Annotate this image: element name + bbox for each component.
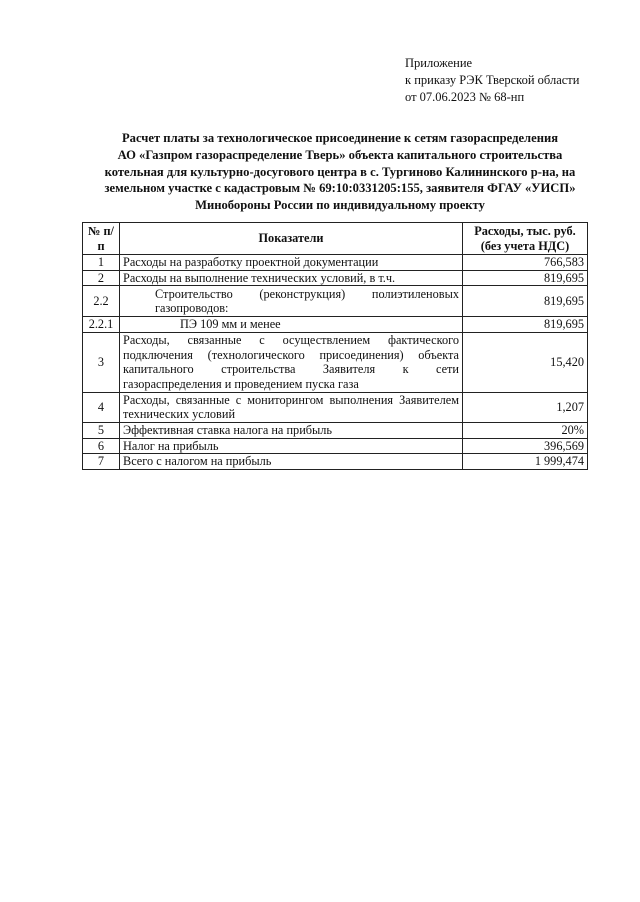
cell-num: 1 [83, 255, 120, 271]
title-line: котельная для культурно-досугового центра в с. Тургиново Калининского р-на, на [104, 164, 576, 179]
document-title [80, 130, 600, 214]
cell-value: 396,569 [463, 438, 588, 454]
table-row [83, 332, 588, 392]
cell-name: Расходы, связанные с мониторингом выполнения Заявителем технических условий [120, 392, 463, 422]
cell-num: 3 [83, 332, 120, 392]
cell-value: 1 999,474 [463, 454, 588, 470]
cell-name: Расходы, связанные с осуществлением фактического подключения (технологического присоединения) объекта капитального строительства Заявителя к сети газораспределения и проведением пуска газа [120, 332, 463, 392]
title-line: земельном участке с кадастровым № 69:10:0331205:155, заявителя ФГАУ «УИСП» [104, 181, 576, 196]
table-row [83, 454, 588, 470]
appendix-note [405, 55, 579, 106]
cell-num: 2.2.1 [83, 317, 120, 333]
cost-table [82, 222, 588, 470]
cell-name: Налог на прибыль [120, 438, 463, 454]
cell-value: 15,420 [463, 332, 588, 392]
table-row [83, 422, 588, 438]
title-line: Расчет платы за технологическое присоединение к сетям газораспределения [121, 131, 559, 145]
cell-name: Расходы на выполнение технических условий, в т.ч. [120, 270, 463, 286]
cell-num: 5 [83, 422, 120, 438]
cell-num: 2 [83, 270, 120, 286]
appendix-line: к приказу РЭК Тверской области [405, 73, 580, 87]
cell-name: Эффективная ставка налога на прибыль [120, 422, 463, 438]
cell-value: 1,207 [463, 392, 588, 422]
table-row [83, 270, 588, 286]
appendix-line: Приложение [405, 56, 473, 70]
cell-value: 819,695 [463, 286, 588, 317]
table-row [83, 392, 588, 422]
table-header [83, 223, 588, 255]
cell-name: ПЭ 109 мм и менее [120, 317, 463, 333]
table-row [83, 286, 588, 317]
header-value: Расходы, тыс. руб. (без учета НДС) [463, 223, 588, 255]
cell-value: 20% [463, 422, 588, 438]
cell-num: 6 [83, 438, 120, 454]
title-line: Минобороны России по индивидуальному проекту [195, 198, 485, 213]
cell-name: Строительство (реконструкция) полиэтиленовых газопроводов: [120, 286, 463, 317]
cell-value: 819,695 [463, 317, 588, 333]
appendix-line: от 07.06.2023 № 68-нп [405, 90, 525, 104]
title-line: АО «Газпром газораспределение Тверь» объекта капитального строительства [117, 147, 563, 162]
cell-name: Расходы на разработку проектной документации [120, 255, 463, 271]
cell-num: 7 [83, 454, 120, 470]
cell-value: 766,583 [463, 255, 588, 271]
header-num: № п/п [83, 223, 120, 255]
cell-name: Всего с налогом на прибыль [120, 454, 463, 470]
cell-value: 819,695 [463, 270, 588, 286]
table-row [83, 255, 588, 271]
cell-num: 4 [83, 392, 120, 422]
cell-num: 2.2 [83, 286, 120, 317]
table-row [83, 317, 588, 333]
header-name: Показатели [120, 223, 463, 255]
table-row [83, 438, 588, 454]
